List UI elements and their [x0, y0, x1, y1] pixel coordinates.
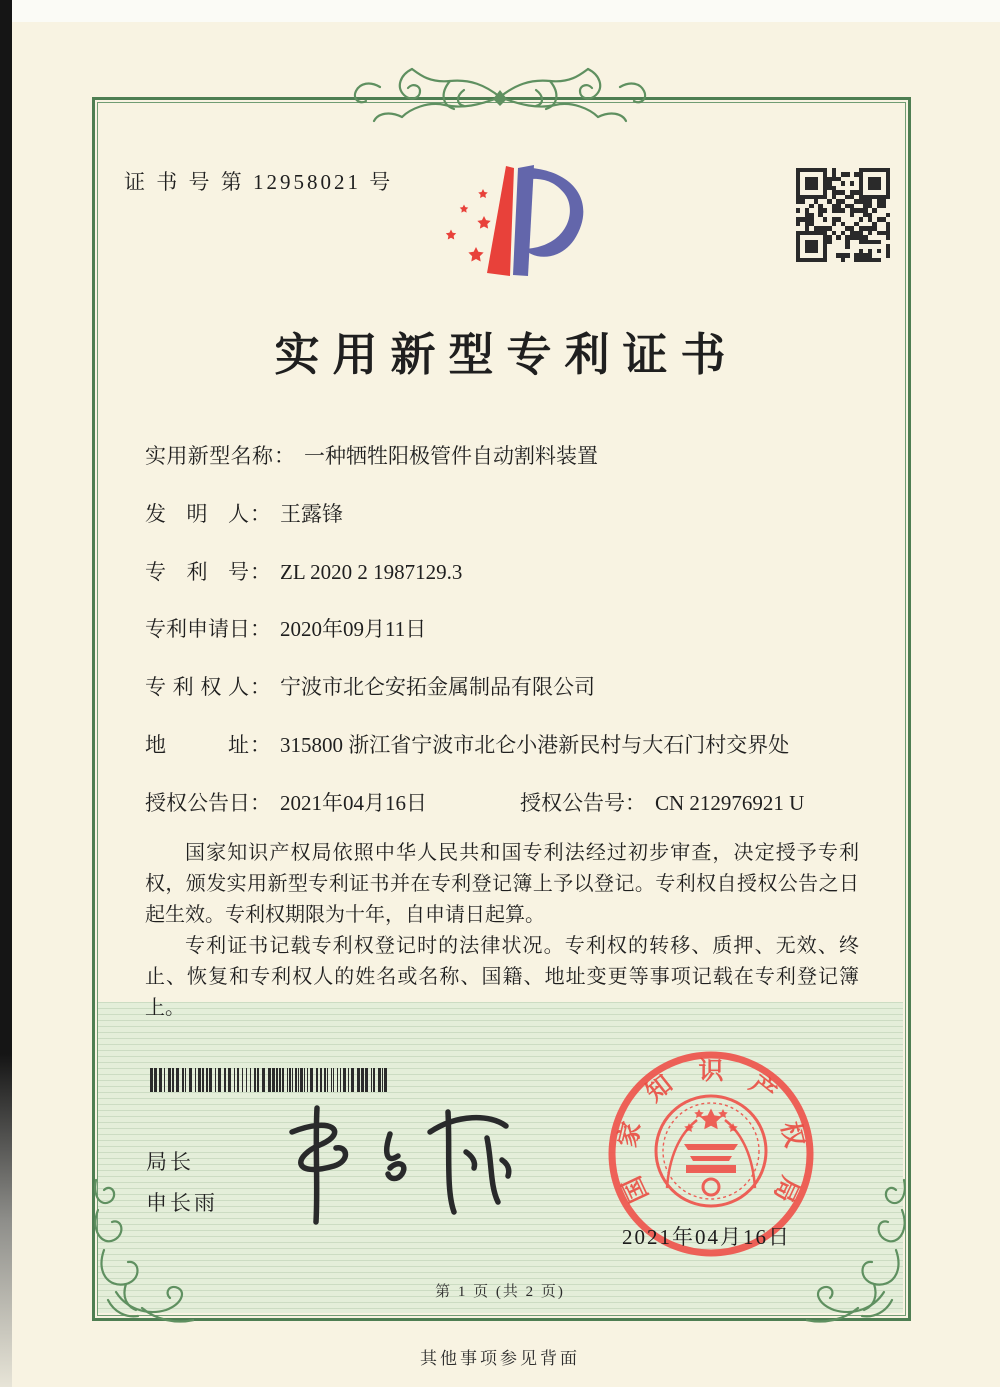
field-label: 专利权人 — [145, 675, 249, 699]
scan-edge-left — [0, 0, 12, 1387]
bottom-right-corner-flourish-icon — [806, 1178, 918, 1330]
commissioner-name: 申长雨 — [146, 1192, 218, 1215]
field-row-application-date: 专利申请日： 2020年09月11日 — [145, 613, 426, 643]
qr-code — [796, 168, 890, 262]
certificate-title: 实用新型专利证书 — [274, 330, 739, 380]
official-seal: 国 家 知 识 产 权 局 — [605, 1048, 817, 1260]
cnipa-logo-icon — [420, 148, 600, 293]
field-row-grant: 授权公告日： 2021年04月16日 授权公告号： CN 212976921 U — [145, 787, 427, 817]
legal-paragraphs — [145, 838, 859, 1024]
field-grant-number: 授权公告号： CN 212976921 U — [520, 787, 804, 817]
field-label: 授权公告号 — [520, 791, 625, 815]
field-row-address: 地址： 315800 浙江省宁波市北仑小港新民村与大石门村交界处 — [145, 729, 789, 759]
field-value: 315800 浙江省宁波市北仑小港新民村与大石门村交界处 — [280, 733, 790, 757]
field-label: 实用新型名称 — [145, 444, 273, 468]
field-value: 宁波市北仑安拓金属制品有限公司 — [280, 675, 595, 699]
top-border-dragon-ornament-icon — [352, 66, 648, 126]
field-row-utility-model-name: 实用新型名称： 一种牺牲阳极管件自动割料装置 — [145, 440, 598, 470]
field-value: 王露锋 — [280, 502, 343, 526]
field-label: 发明人 — [145, 502, 249, 526]
field-value: ZL 2020 2 1987129.3 — [280, 560, 463, 584]
barcode — [150, 1068, 400, 1092]
seal-date: 2021年04月16日 — [622, 1225, 791, 1249]
field-value: 一种牺牲阳极管件自动割料装置 — [304, 444, 598, 468]
commissioner-block — [146, 1142, 218, 1224]
certificate-number: 证 书 号 第 12958021 号 — [124, 170, 394, 194]
field-row-inventor: 发明人： 王露锋 — [145, 498, 343, 528]
paragraph-register-statement: 专利证书记载专利权登记时的法律状况。专利权的转移、质押、无效、终止、恢复和专利权人的姓名或名称、国籍、地址变更等事项记载在专利登记簿上。 — [145, 935, 859, 1019]
page-indicator: 第 1 页 (共 2 页) — [435, 1284, 565, 1300]
field-row-patentee: 专利权人： 宁波市北仑安拓金属制品有限公司 — [145, 671, 595, 701]
field-value: 2020年09月11日 — [280, 617, 427, 641]
scan-edge-top — [12, 0, 1000, 22]
field-label: 地址 — [145, 733, 249, 757]
commissioner-signature — [262, 1090, 532, 1240]
field-label: 专利号 — [145, 560, 249, 584]
field-row-patent-number: 专利号： ZL 2020 2 1987129.3 — [145, 556, 462, 586]
commissioner-title: 局长 — [146, 1151, 194, 1174]
paragraph-grant-statement: 国家知识产权局依照中华人民共和国专利法经过初步审查，决定授予专利权，颁发实用新型专利证书并在专利登记簿上予以登记。专利权自授权公告之日起生效。专利权期限为十年，自申请日起算。 — [145, 842, 859, 926]
field-value: CN 212976921 U — [655, 791, 805, 815]
field-value: 2021年04月16日 — [280, 791, 427, 815]
field-label: 授权公告日 — [145, 791, 250, 815]
footer-note: 其他事项参见背面 — [420, 1349, 580, 1368]
field-label: 专利申请日 — [145, 617, 250, 641]
